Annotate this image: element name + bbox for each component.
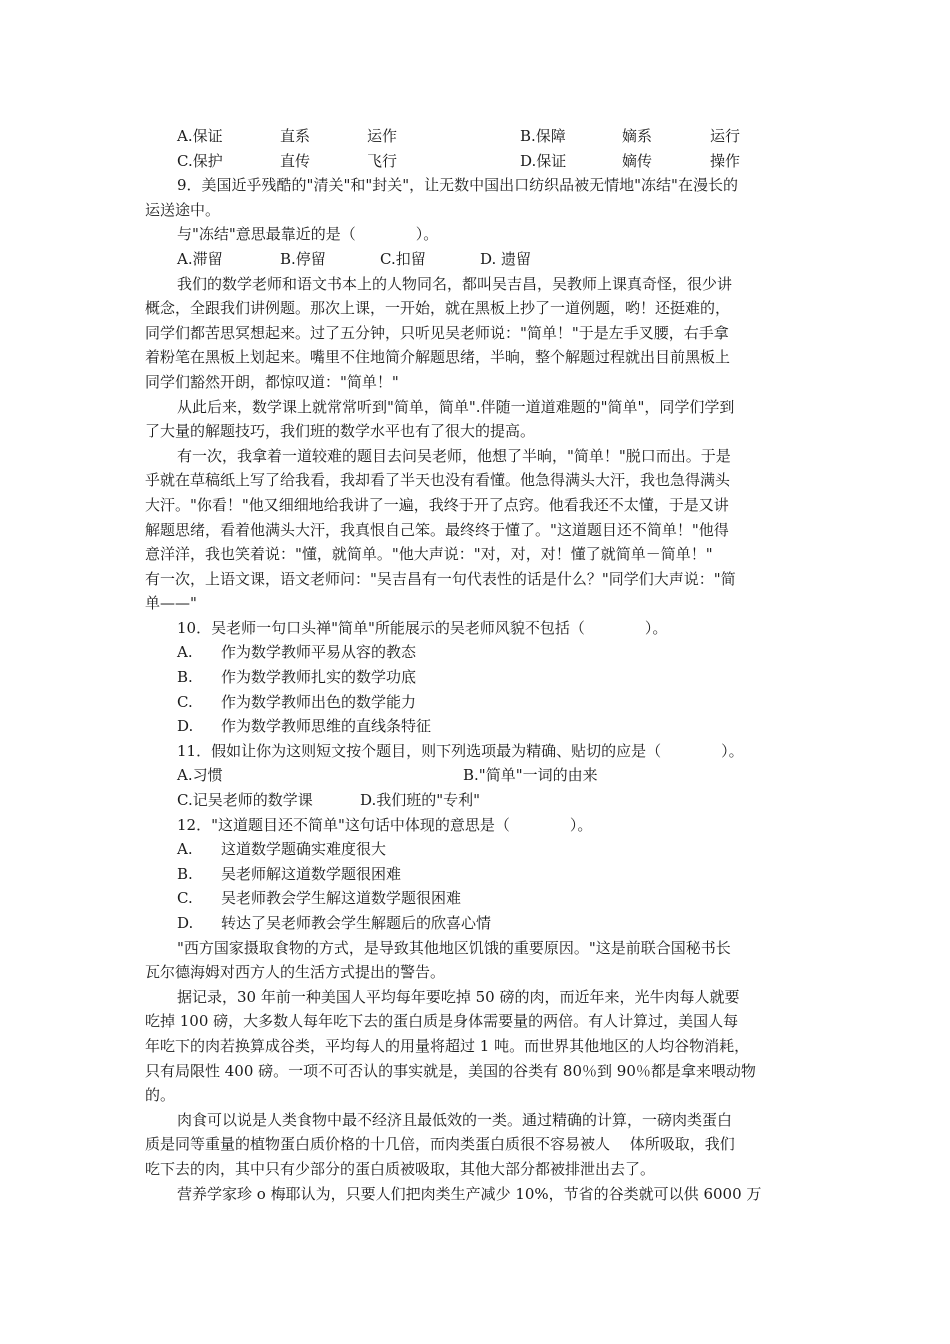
q12-option-d: D. 转达了吴老师教会学生解题后的欣喜心情 bbox=[177, 914, 492, 932]
q12-option-c: C. 吴老师教会学生解这道数学题很困难 bbox=[177, 889, 462, 908]
q11-option-b: B."简单"一词的由来 bbox=[463, 766, 598, 785]
q10-option-a: A. 作为数学教师平易从容的教态 bbox=[177, 643, 417, 662]
q8-option-d-2: 嫡传 bbox=[622, 151, 653, 170]
q11-option-a: A.习惯 bbox=[177, 766, 223, 785]
passage2-line: 瓦尔德海姆对西方人的生活方式提出的警告。 bbox=[145, 963, 446, 982]
q8-option-d-1: D.保证 bbox=[520, 151, 567, 170]
q11-options-row-1 bbox=[145, 763, 810, 788]
q8-option-a-1: A.保证 bbox=[177, 127, 223, 145]
passage1-line: 大汗。"你看！"他又细细地给我讲了一遍，我终于开了点窍。他看我还不太懂，于是又讲 bbox=[145, 495, 729, 514]
passage1-line: 了大量的解题技巧，我们班的数学水平也有了很大的提高。 bbox=[145, 422, 536, 441]
q10-option-c: C. 作为数学教师出色的数学能力 bbox=[177, 692, 417, 711]
q12-question: 12．"这道题目还不简单"这句话中体现的意思是（ ）。 bbox=[177, 815, 593, 834]
q8-option-d-3: 操作 bbox=[710, 151, 741, 170]
q8-option-row-2 bbox=[145, 149, 810, 174]
q8-option-c-1: C.保护 bbox=[177, 151, 223, 170]
q8-option-row-1 bbox=[145, 124, 810, 149]
passage1-line: 乎就在草稿纸上写了给我看，我却看了半天也没有看懂。他急得满头大汗，我也急得满头 bbox=[145, 471, 731, 490]
passage1-line: 有一次，我拿着一道较难的题目去问吴老师，他想了半晌，"简单！"脱口而出。于是 bbox=[177, 446, 731, 465]
document-page bbox=[145, 124, 810, 1206]
passage2-line: 只有局限性 400 磅。一项不可否认的事实就是，美国的谷类有 80％到 90％都是拿来喂动物 bbox=[145, 1061, 756, 1080]
passage1-line: 概念，全跟我们讲例题。那次上课，一开始，就在黑板上抄了一道例题，哟！还挺难的， bbox=[145, 299, 731, 318]
q8-option-b-1: B.保障 bbox=[520, 127, 566, 145]
q9-option-c: C.扣留 bbox=[380, 249, 426, 268]
q10-option-d: D. 作为数学教师思维的直线条特征 bbox=[177, 717, 432, 736]
q9-option-b: B.停留 bbox=[280, 249, 326, 268]
q12-option-a: A. 这道数学题确实难度很大 bbox=[177, 840, 387, 859]
passage2-line: 的。 bbox=[145, 1086, 176, 1105]
passage2-line: 肉食可以说是人类食物中最不经济且最低效的一类。通过精确的计算，一磅肉类蛋白 bbox=[177, 1110, 733, 1129]
q11-options-row-2 bbox=[145, 788, 810, 813]
passage1-line: 我们的数学老师和语文书本上的人物同名，都叫吴吉昌，吴教师上课真奇怪，很少讲 bbox=[177, 274, 733, 293]
q9-option-d: D. 遗留 bbox=[480, 249, 532, 268]
q10-question: 10．吴老师一句口头禅"简单"所能展示的吴老师风貌不包括（ ）。 bbox=[177, 618, 668, 637]
q9-option-a: A.滞留 bbox=[177, 249, 223, 268]
q10-option-b: B. 作为数学教师扎实的数学功底 bbox=[177, 668, 417, 687]
q9-question: 与"冻结"意思最靠近的是（ ）。 bbox=[177, 225, 439, 244]
passage1-line: 同学们豁然开朗，都惊叹道："简单！" bbox=[145, 372, 399, 391]
passage2-line: 吃下去的肉，其中只有少部分的蛋白质被吸取，其他大部分都被排泄出去了。 bbox=[145, 1159, 656, 1178]
q8-option-c-3: 飞行 bbox=[367, 151, 398, 170]
q8-option-b-2: 嫡系 bbox=[622, 127, 653, 145]
passage1-line: 有一次，上语文课，语文老师问："吴吉昌有一句代表性的话是什么？"同学们大声说："简 bbox=[145, 569, 736, 588]
passage2-line: 质是同等重量的植物蛋白质价格的十几倍，而肉类蛋白质很不容易被人 体所吸取，我们 bbox=[145, 1135, 735, 1154]
q9-line-2: 运送途中。 bbox=[145, 200, 221, 219]
passage2-line: "西方国家摄取食物的方式，是导致其他地区饥饿的重要原因。"这是前联合国秘书长 bbox=[177, 938, 731, 957]
passage2-line: 营养学家珍 o 梅耶认为，只要人们把肉类生产减少 10%，节省的谷类就可以供 6000 万 bbox=[177, 1184, 762, 1203]
q9-line-1: 9．美国近乎残酷的"清关"和"封关"，让无数中国出口纺织品被无情地"冻结"在漫长的 bbox=[177, 176, 738, 195]
passage1-line: 解题思绪，看着他满头大汗，我真恨自己笨。最终终于懂了。"这道题目还不简单！"他得 bbox=[145, 520, 729, 539]
q9-options bbox=[145, 247, 810, 272]
q11-option-c: C.记吴老师的数学课 bbox=[177, 791, 313, 810]
passage1-line: 从此后来，数学课上就常常听到"简单，简单".伴随一道道难题的"简单"，同学们学到 bbox=[177, 397, 735, 416]
q8-option-a-3: 运作 bbox=[367, 127, 398, 145]
q8-option-c-2: 直传 bbox=[280, 151, 311, 170]
passage2-line: 年吃下的肉若换算成谷类，平均每人的用量将超过 1 吨。而世界其他地区的人均谷物消耗， bbox=[145, 1036, 750, 1055]
passage1-line: 意洋洋，我也笑着说："懂，就简单。"他大声说："对，对，对！懂了就简单－简单！" bbox=[145, 545, 713, 564]
passage2-line: 据记录，30 年前一种美国人平均每年要吃掉 50 磅的肉，而近年来，光牛肉每人就要 bbox=[177, 987, 740, 1006]
passage2-line: 吃掉 100 磅，大多数人每年吃下去的蛋白质是身体需要量的两倍。有人计算过，美国人每 bbox=[145, 1012, 739, 1031]
passage1-line: 同学们都苦思冥想起来。过了五分钟，只听见吴老师说："简单！"于是左手叉腰，右手拿 bbox=[145, 323, 729, 342]
q11-option-d: D.我们班的"专利" bbox=[360, 791, 481, 810]
passage1-line: 单——" bbox=[145, 594, 197, 613]
q8-option-a-2: 直系 bbox=[280, 127, 311, 145]
passage1-line: 着粉笔在黑板上划起来。嘴里不住地简介解题思绪，半晌，整个解题过程就出目前黑板上 bbox=[145, 348, 731, 367]
q12-option-b: B. 吴老师解这道数学题很困难 bbox=[177, 864, 402, 883]
q8-option-b-3: 运行 bbox=[710, 127, 741, 145]
q11-question: 11．假如让你为这则短文按个题目，则下列选项最为精确、贴切的应是（ ）。 bbox=[177, 741, 744, 760]
